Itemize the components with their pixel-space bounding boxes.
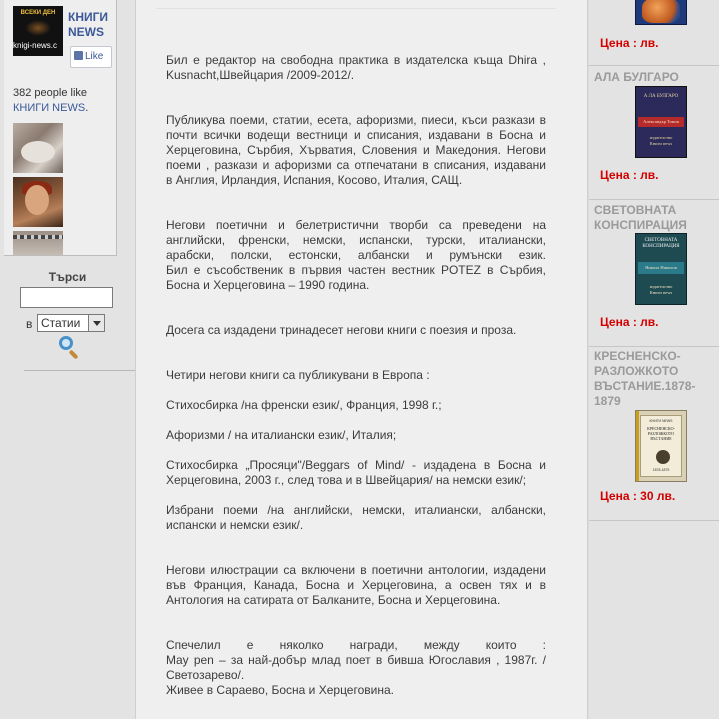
paragraph-line: в Англия, Ирландия, Испания, Косово, Италия, САЩ. bbox=[166, 173, 463, 187]
paragraph-line: May pen – за най-добър млад поет в бивша Югославия , 1987г. / bbox=[166, 653, 546, 667]
book-price: Цена : лв. bbox=[600, 168, 659, 182]
paragraph-line: Антология на сатирата от Балканите, Босна и Херцеговина. bbox=[166, 593, 501, 607]
article-paragraph bbox=[166, 323, 546, 338]
paragraph-line: Избрани поеми /на английски, немски, италиански, албански, bbox=[166, 503, 546, 517]
page-name-line1[interactable]: КНИГИ bbox=[68, 10, 109, 24]
article-paragraph bbox=[166, 458, 546, 488]
facebook-like-count bbox=[13, 86, 88, 116]
search-in-label: в bbox=[26, 317, 33, 331]
divider bbox=[24, 370, 135, 371]
logo-tagline: ВСЕКИ ДЕН bbox=[20, 10, 56, 16]
fan-avatar[interactable] bbox=[13, 123, 63, 173]
article-paragraph bbox=[166, 428, 546, 443]
article-paragraph bbox=[166, 53, 546, 83]
book-price: Цена : лв. bbox=[600, 36, 659, 50]
paragraph-line: Спечелил е няколко награди, между които : bbox=[166, 638, 546, 652]
paragraph-line: Херцеговина, 2003 г., след това и в Швейцария/ на немски език/; bbox=[166, 473, 527, 487]
paragraph-line: Стихосбирка „Просяци"/Beggars of Mind/ - издадена в Босна и bbox=[166, 458, 546, 472]
book-cover-image[interactable]: КНИГИ NEWS КРЕСНЕНСКО- РАЗЛОЖКОТО ВЪСТАНИЕ 1878-1879 bbox=[635, 410, 687, 482]
paragraph-line: поеми , разкази и афоризми са отпечатани в списания, издавани bbox=[166, 158, 546, 172]
paragraph-line: Досега са издадени тринадесет негови книги с поезия и проза. bbox=[166, 323, 517, 337]
article-paragraph bbox=[166, 638, 546, 698]
paragraph-line: Бил е съсобственик в първия частен вестник POTEZ в Сърбия, bbox=[166, 263, 546, 277]
article-paragraph bbox=[166, 563, 546, 608]
book-cover-image[interactable] bbox=[635, 0, 687, 25]
search-category-select[interactable] bbox=[37, 314, 105, 332]
paragraph-line: Живее в Сараево, Босна и Херцеговина. bbox=[166, 683, 394, 697]
divider bbox=[156, 8, 556, 9]
paragraph-line: Четири негови книги са публикувани в Европа : bbox=[166, 368, 430, 382]
article-paragraph bbox=[166, 218, 546, 293]
facebook-like-box bbox=[4, 0, 117, 256]
paragraph-line: Светозарево/. bbox=[166, 668, 245, 682]
like-count-period: . bbox=[85, 102, 89, 114]
left-sidebar bbox=[0, 0, 135, 719]
paragraph-line: Kusnacht,Швейцария /2009-2012/. bbox=[166, 68, 355, 82]
article-paragraph bbox=[166, 113, 546, 188]
paragraph-line: във Франция, Канада, Босна и Херцеговина, а освен тях и в bbox=[166, 578, 546, 592]
article-paragraph bbox=[166, 503, 546, 533]
logo-glow-image bbox=[25, 20, 51, 36]
thumbs-up-icon bbox=[74, 51, 83, 60]
book-cover-image[interactable]: СВЕТОВНАТА КОНСПИРАЦИЯ Никола Николов издателство Книги news bbox=[635, 233, 687, 305]
chevron-down-icon[interactable] bbox=[88, 315, 104, 331]
article-content bbox=[135, 0, 588, 719]
paragraph-line: Негови илюстрации са включени в поетични антологии, издадени bbox=[166, 563, 546, 577]
logo-domain: knigi-news.c bbox=[13, 41, 58, 50]
book-price: Цена : 30 лв. bbox=[600, 489, 676, 503]
paragraph-line: Стихосбирка /на френски език/, Франция, 1998 г.; bbox=[166, 398, 442, 412]
article-paragraph bbox=[166, 398, 546, 413]
paragraph-line: арабски, полски, естонски, албански и румънски език. bbox=[166, 248, 546, 262]
paragraph-line: Херцеговина, Сърбия, Хърватия, Словения и Македония. Негови bbox=[166, 143, 546, 157]
search-icon bbox=[59, 336, 73, 350]
book-item bbox=[589, 0, 719, 65]
book-title-link[interactable]: КРЕСНЕНСКО-РАЗЛОЖКОТО ВЪСТАНИЕ.1878-1879 bbox=[594, 349, 696, 408]
search-button[interactable] bbox=[57, 336, 81, 358]
paragraph-line: Афоризми / на италиански език/, Италия; bbox=[166, 428, 397, 442]
facebook-like-button[interactable] bbox=[70, 46, 112, 68]
article-paragraph bbox=[166, 368, 546, 383]
divider bbox=[589, 520, 719, 521]
paragraph-line: английски, френски, немски, испански, турски, италиански, bbox=[166, 233, 546, 247]
paragraph-line: Босна и Херцеговина – 1990 година. bbox=[166, 278, 370, 292]
right-sidebar-books bbox=[589, 0, 719, 719]
like-label: Like bbox=[85, 51, 104, 62]
paragraph-line: Бил е редактор на свободна практика в издателска къща Dhira , bbox=[166, 53, 546, 67]
book-item bbox=[589, 200, 719, 346]
facebook-page-name[interactable] bbox=[68, 10, 116, 40]
paragraph-line: Негови поетични и белетристични творби са преведени на bbox=[166, 218, 546, 232]
like-count-text: 382 people like bbox=[13, 87, 88, 99]
book-title-link[interactable]: СВЕТОВНАТА КОНСПИРАЦИЯ bbox=[594, 203, 687, 232]
fan-avatar[interactable] bbox=[13, 177, 63, 227]
search-category-value: Статии bbox=[41, 316, 81, 330]
paragraph-line: почти всички водещи вестници и списания, издавани в Босна и bbox=[166, 128, 546, 142]
book-item bbox=[589, 347, 719, 520]
book-price: Цена : лв. bbox=[600, 315, 659, 329]
search-widget bbox=[0, 258, 135, 373]
fan-avatar[interactable] bbox=[13, 231, 63, 256]
search-title: Търси bbox=[48, 270, 87, 284]
paragraph-line: испански и немски език/. bbox=[166, 518, 304, 532]
search-input[interactable] bbox=[20, 287, 113, 308]
book-item bbox=[589, 66, 719, 199]
facebook-page-logo[interactable] bbox=[13, 6, 63, 56]
book-title-link[interactable]: АЛА БУЛГАРО bbox=[594, 70, 679, 84]
like-count-page-link[interactable]: КНИГИ NEWS bbox=[13, 102, 86, 114]
page-name-line2[interactable]: NEWS bbox=[68, 25, 104, 39]
book-cover-image[interactable]: А ЛА БУЛГАРО Александър Томов издателство Книги news bbox=[635, 86, 687, 158]
paragraph-line: Публикува поеми, статии, есета, афоризми, пиеси, къси разкази в bbox=[166, 113, 546, 127]
